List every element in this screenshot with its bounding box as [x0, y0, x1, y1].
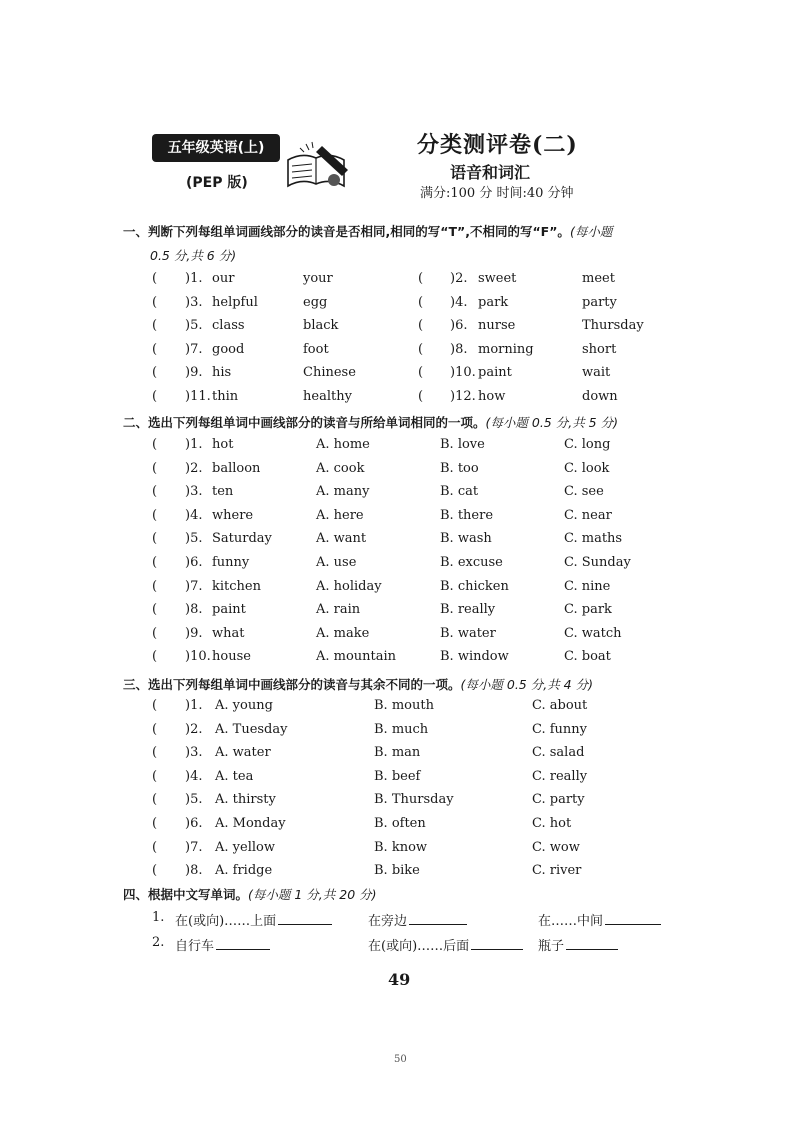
option-c[interactable]: C. river [532, 863, 582, 879]
option-c[interactable]: C. boat [564, 649, 611, 665]
question-number: )1. [185, 437, 203, 452]
question-number: 2. [152, 935, 165, 950]
section-2-note: (每小题 0.5 分,共 5 分) [485, 415, 618, 430]
answer-blank[interactable] [409, 912, 467, 925]
word: Thursday [582, 318, 644, 334]
question-number: )7. [185, 578, 203, 594]
answer-blank[interactable] [566, 937, 618, 950]
answer-paren[interactable]: ( [152, 555, 158, 570]
answer-paren[interactable]: ( [152, 318, 158, 334]
question-number: )2. [185, 721, 203, 737]
option-b[interactable]: B. wash [440, 531, 492, 547]
answer-paren[interactable]: ( [152, 294, 158, 310]
answer-paren[interactable]: ( [152, 649, 158, 665]
option-c[interactable]: C. park [564, 602, 612, 618]
answer-paren[interactable]: ( [418, 271, 424, 286]
option-b[interactable]: B. man [374, 745, 421, 761]
option-b[interactable]: B. much [374, 721, 429, 737]
vocab-item [175, 935, 270, 954]
question-number: )8. [185, 602, 203, 618]
given-word: hot [212, 437, 234, 452]
option-a[interactable]: A. tea [215, 768, 254, 784]
word: nurse [478, 318, 516, 334]
given-word: kitchen [212, 578, 261, 594]
question-number: )9. [185, 625, 203, 641]
question-number: )2. [450, 271, 468, 286]
word: helpful [212, 294, 258, 310]
vocab-item [538, 910, 661, 929]
option-b[interactable]: B. chicken [440, 578, 509, 594]
given-word: house [212, 649, 251, 665]
answer-paren[interactable]: ( [418, 294, 424, 310]
question-number: )7. [185, 341, 203, 357]
word: down [582, 389, 618, 404]
answer-paren[interactable]: ( [152, 745, 158, 761]
answer-blank[interactable] [216, 937, 270, 950]
option-a[interactable]: A. holiday [316, 578, 382, 594]
question-number: )10. [450, 365, 476, 381]
answer-paren[interactable]: ( [152, 839, 158, 855]
option-c[interactable]: C. party [532, 792, 585, 808]
answer-paren[interactable]: ( [152, 437, 158, 452]
option-b[interactable]: B. know [374, 839, 428, 855]
option-a[interactable]: A. make [316, 625, 370, 641]
option-c[interactable]: C. see [564, 484, 604, 500]
answer-paren[interactable]: ( [152, 389, 158, 404]
question-number: 1. [152, 910, 165, 925]
answer-paren[interactable]: ( [152, 863, 158, 879]
question-number: )6. [185, 555, 203, 570]
word: park [478, 294, 509, 310]
answer-paren[interactable]: ( [152, 460, 158, 476]
option-c[interactable]: C. Sunday [564, 555, 631, 570]
answer-paren[interactable]: ( [152, 578, 158, 594]
answer-paren[interactable]: ( [152, 365, 158, 381]
section-1-note-b: 0.5 分,共 6 分) [150, 248, 237, 263]
option-b[interactable]: B. there [440, 507, 494, 523]
option-c[interactable]: C. near [564, 507, 612, 523]
question-number: )1. [185, 698, 203, 713]
option-a[interactable]: A. use [316, 555, 357, 570]
answer-paren[interactable]: ( [418, 365, 424, 381]
question-number: )11. [185, 389, 211, 404]
vocab-item [538, 935, 618, 954]
section-4-heading-text: 四、根据中文写单词。 [123, 887, 249, 902]
word: how [478, 389, 506, 404]
word: short [582, 341, 617, 357]
option-a[interactable]: A. many [316, 484, 370, 500]
question-number: )4. [450, 294, 468, 310]
option-a[interactable]: A. yellow [215, 839, 275, 855]
word: good [212, 341, 245, 357]
option-b[interactable]: B. mouth [374, 698, 434, 713]
given-word: what [212, 625, 245, 641]
question-number: )2. [185, 460, 203, 476]
book-pen-icon [282, 140, 354, 196]
option-c[interactable]: C. wow [532, 839, 580, 855]
answer-paren[interactable]: ( [152, 271, 158, 286]
answer-paren[interactable]: ( [152, 484, 158, 500]
question-number: )8. [185, 863, 203, 879]
option-a[interactable]: A. fridge [215, 863, 273, 879]
question-number: )6. [450, 318, 468, 334]
option-b[interactable]: B. window [440, 649, 509, 665]
question-number: )9. [185, 365, 203, 381]
question-number: )3. [185, 745, 203, 761]
option-b[interactable]: B. beef [374, 768, 421, 784]
answer-paren[interactable]: ( [152, 507, 158, 523]
answer-paren[interactable]: ( [152, 531, 158, 547]
question-number: )3. [185, 484, 203, 500]
vocab-prompt: 瓶子 [538, 939, 565, 954]
section-3-note: (每小题 0.5 分,共 4 分) [460, 677, 593, 692]
question-number: )5. [185, 792, 203, 808]
option-a[interactable]: A. water [215, 745, 271, 761]
given-word: where [212, 507, 254, 523]
option-a[interactable]: A. thirsty [215, 792, 276, 808]
section-3-heading-text: 三、选出下列每组单词中画线部分的读音与其余不同的一项。 [123, 677, 461, 692]
section-1-heading [123, 222, 612, 240]
section-1-heading-text: 一、判断下列每组单词画线部分的读音是否相同,相同的写“T”,不相同的写“F”。 [123, 224, 570, 239]
question-number: )4. [185, 768, 203, 784]
question-number: )1. [185, 271, 203, 286]
page-number: 49 [388, 970, 411, 989]
question-number: )12. [450, 389, 476, 404]
answer-paren[interactable]: ( [418, 341, 424, 357]
given-word: ten [212, 484, 234, 500]
option-b[interactable]: B. cat [440, 484, 479, 500]
word: class [212, 318, 245, 334]
answer-paren[interactable]: ( [418, 318, 424, 334]
vocab-prompt: 在(或向)……上面 [175, 914, 277, 929]
vocab-prompt: 在……中间 [538, 914, 604, 929]
vocab-prompt: 自行车 [175, 939, 215, 954]
option-b[interactable]: B. too [440, 460, 479, 476]
question-number: )4. [185, 507, 203, 523]
answer-paren[interactable]: ( [152, 625, 158, 641]
vocab-item [368, 935, 523, 954]
option-a[interactable]: A. rain [316, 602, 361, 618]
grade-badge: 五年级英语(上) [152, 134, 280, 162]
word: thin [212, 389, 239, 404]
option-b[interactable]: B. love [440, 437, 485, 452]
option-a[interactable]: A. home [316, 437, 370, 452]
question-number: )3. [185, 294, 203, 310]
section-4-heading [123, 885, 377, 903]
question-number: )5. [185, 531, 203, 547]
word: foot [303, 341, 329, 357]
option-c[interactable]: C. hot [532, 816, 572, 831]
word: Chinese [303, 365, 356, 381]
given-word: balloon [212, 460, 261, 476]
question-number: )10. [185, 649, 211, 665]
section-1-note-a: (每小题 [569, 224, 613, 239]
option-c[interactable]: C. really [532, 768, 588, 784]
word: egg [303, 294, 328, 310]
word: healthy [303, 389, 352, 404]
option-b[interactable]: B. Thursday [374, 792, 454, 808]
option-c[interactable]: C. long [564, 437, 611, 452]
option-b[interactable]: B. excuse [440, 555, 503, 570]
question-number: )6. [185, 816, 203, 831]
word: our [212, 271, 235, 286]
word: his [212, 365, 232, 381]
question-number: )5. [185, 318, 203, 334]
answer-paren[interactable]: ( [418, 389, 424, 404]
given-word: Saturday [212, 531, 272, 547]
word: wait [582, 365, 611, 381]
answer-blank[interactable] [278, 912, 332, 925]
page-subtitle: 语音和词汇 [450, 163, 531, 182]
score-time-info: 满分:100 分 时间:40 分钟 [420, 186, 574, 201]
vocab-prompt: 在旁边 [368, 914, 408, 929]
option-c[interactable]: C. watch [564, 625, 622, 641]
word: sweet [478, 271, 517, 286]
option-a[interactable]: A. cook [316, 460, 365, 476]
answer-blank[interactable] [605, 912, 661, 925]
option-a[interactable]: A. young [215, 698, 273, 713]
answer-paren[interactable]: ( [152, 792, 158, 808]
section-3-heading [123, 675, 593, 693]
vocab-item [175, 910, 332, 929]
vocab-prompt: 在(或向)……后面 [368, 939, 470, 954]
option-b[interactable]: B. bike [374, 863, 420, 879]
option-a[interactable]: A. here [316, 507, 364, 523]
word: your [303, 271, 333, 286]
option-c[interactable]: C. maths [564, 531, 623, 547]
vocab-item [368, 910, 467, 929]
section-2-heading-text: 二、选出下列每组单词中画线部分的读音与所给单词相同的一项。 [123, 415, 486, 430]
option-c[interactable]: C. about [532, 698, 588, 713]
word: party [582, 294, 617, 310]
word: meet [582, 271, 615, 286]
given-word: funny [212, 555, 250, 570]
answer-paren[interactable]: ( [152, 698, 158, 713]
answer-paren[interactable]: ( [152, 602, 158, 618]
option-b[interactable]: B. really [440, 602, 496, 618]
section-4-note: (每小题 1 分,共 20 分) [248, 887, 377, 902]
option-a[interactable]: A. Monday [215, 816, 286, 831]
option-a[interactable]: A. mountain [316, 649, 397, 665]
answer-paren[interactable]: ( [152, 721, 158, 737]
word: paint [478, 365, 512, 381]
option-a[interactable]: A. Tuesday [215, 721, 288, 737]
option-b[interactable]: B. often [374, 816, 426, 831]
option-c[interactable]: C. salad [532, 745, 585, 761]
option-c[interactable]: C. nine [564, 578, 611, 594]
answer-blank[interactable] [471, 937, 523, 950]
option-c[interactable]: C. funny [532, 721, 588, 737]
edition-label: (PEP 版) [186, 175, 248, 191]
option-a[interactable]: A. want [316, 531, 367, 547]
question-number: )8. [450, 341, 468, 357]
question-number: )7. [185, 839, 203, 855]
answer-paren[interactable]: ( [152, 768, 158, 784]
option-c[interactable]: C. look [564, 460, 610, 476]
option-b[interactable]: B. water [440, 625, 496, 641]
given-word: paint [212, 602, 246, 618]
page-title: 分类测评卷(二) [417, 132, 578, 158]
word: morning [478, 341, 534, 357]
word: black [303, 318, 339, 334]
footer-number: 50 [394, 1054, 407, 1065]
answer-paren[interactable]: ( [152, 341, 158, 357]
section-2-heading [123, 413, 618, 431]
answer-paren[interactable]: ( [152, 816, 158, 831]
